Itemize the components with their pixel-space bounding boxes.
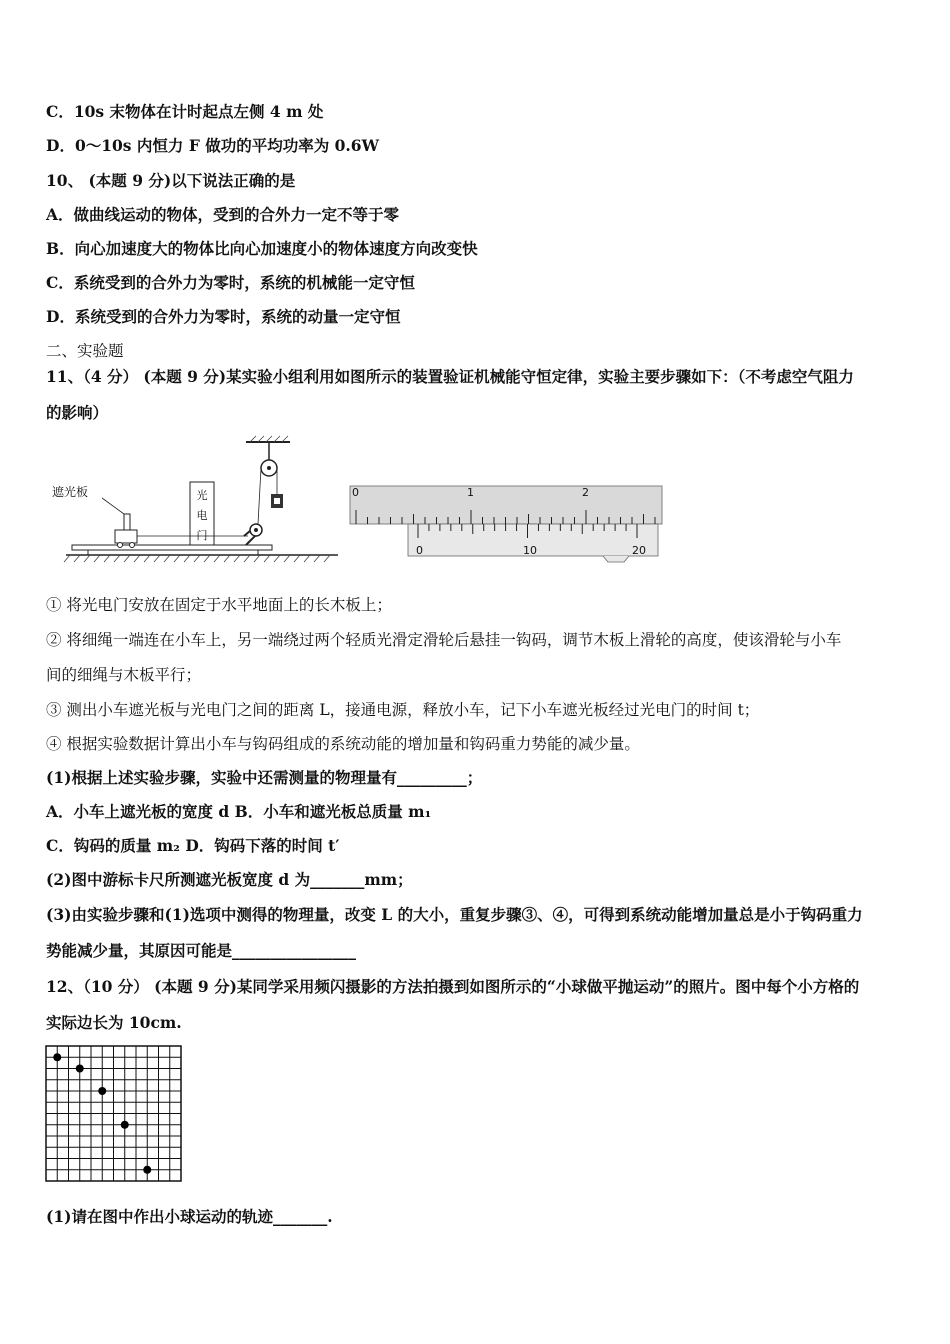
q10-stem: 10、 (本题 9 分)以下说法正确的是 [46,171,296,190]
ball-position-dot [53,1053,61,1061]
shade-plate-label: 遮光板 [52,485,89,499]
trajectory-grid [45,1045,183,1183]
q9-option-c: C．10s 末物体在计时起点左侧 4 m 处 [46,102,324,121]
vernier-scale-label: 10 [523,544,537,557]
q11-step-1: ① 将光电门安放在固定于水平地面上的长木板上； [46,596,392,614]
q11-sub3-line2: 势能减少量，其原因可能是________________ [46,941,357,960]
q11-sub2: (2)图中游标卡尺所测遮光板宽度 d 为_______mm； [46,870,413,889]
ball-position-dot [121,1121,129,1129]
gate-label-char: 门 [196,529,208,542]
gate-label [195,486,209,546]
q12-sub1: (1)请在图中作出小球运动的轨迹_______. [46,1207,333,1226]
ball-position-dot [98,1087,106,1095]
vernier-scale-label: 0 [416,544,423,557]
q11-stem-line1: 11、（4 分） (本题 9 分)某实验小组利用如图所示的装置验证机械能守恒定律，实验主要步骤如下：（不考虑空气阻力 [46,367,854,386]
main-scale-label: 2 [582,486,589,499]
q11-sub1-options-ab: A．小车上遮光板的宽度 d B．小车和遮光板总质量 m₁ [46,802,432,821]
q11-sub1: (1)根据上述实验步骤，实验中还需测量的物理量有_________； [46,768,483,787]
vernier-scale-label: 20 [632,544,646,557]
section-heading: 二、实验题 [46,342,124,360]
q11-step-2: ② 将细绳一端连在小车上，另一端绕过两个轻质光滑定滑轮后悬挂一钩码，调节木板上滑轮的高度，使该滑轮与小车 [46,631,842,649]
q11-stem-line2: 的影响） [46,403,109,422]
q10-option-b: B．向心加速度大的物体比向心加速度小的物体速度方向改变快 [46,239,478,258]
vernier-caliper [348,482,664,564]
main-scale-label: 0 [352,486,359,499]
ball-position-dot [143,1166,151,1174]
gate-label-char: 光 [196,489,208,502]
gate-label-char: 电 [196,509,208,522]
q11-step-2-cont: 间的细绳与木板平行； [46,666,202,684]
main-scale-label: 1 [467,486,474,499]
q11-sub3-line1: (3)由实验步骤和(1)选项中测得的物理量，改变 L 的大小，重复步骤③、④，可得到系统动能增加量总是小于钩码重力 [46,905,863,924]
q10-option-c: C．系统受到的合外力为零时，系统的机械能一定守恒 [46,273,415,292]
q11-step-4: ④ 根据实验数据计算出小车与钩码组成的系统动能的增加量和钩码重力势能的减少量。 [46,735,640,753]
q11-sub1-options-cd: C．钩码的质量 m₂ D．钩码下落的时间 t′ [46,836,340,855]
q10-option-d: D．系统受到的合外力为零时，系统的动量一定守恒 [46,307,401,326]
ball-position-dot [76,1065,84,1073]
q11-step-3: ③ 测出小车遮光板与光电门之间的距离 L，接通电源，释放小车，记下小车遮光板经过光电门的时间 t； [46,701,760,719]
q12-stem-line1: 12、（10 分） (本题 9 分)某同学采用频闪摄影的方法拍摄到如图所示的“小球做平抛运动”的照片。图中每个小方格的 [46,977,860,996]
q12-stem-line2: 实际边长为 10cm. [46,1013,182,1032]
q10-option-a: A．做曲线运动的物体，受到的合外力一定不等于零 [46,205,400,224]
q9-option-d: D．0～10s 内恒力 F 做功的平均功率为 0.6W [46,136,379,155]
